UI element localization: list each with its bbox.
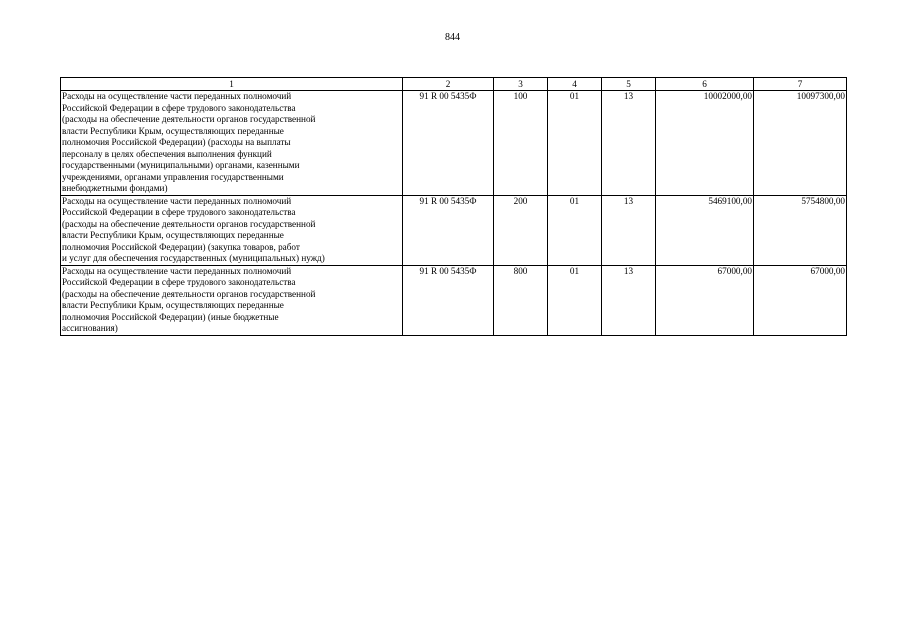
expense-type-cell: 800 bbox=[494, 265, 548, 335]
column-header-1: 1 bbox=[61, 78, 403, 91]
page-number: 844 bbox=[445, 32, 460, 43]
section-cell: 01 bbox=[548, 195, 602, 265]
table-row bbox=[61, 91, 847, 196]
target-code-cell: 91 R 00 5435Ф bbox=[403, 91, 494, 196]
column-header-2: 2 bbox=[403, 78, 494, 91]
row-description: Расходы на осуществление части переданных полномочий Российской Федерации в сфере трудового законодательства (расходы на обеспечение деятельности органов государственной власти Республики Крым, осуществляющих переданные полномочия Российской Федерации) (расходы на выплаты персоналу в целях обеспечения выполнения функций государственными (муниципальными) органами, казенными учреждениями, органами управления государственными внебюджетными фондами) bbox=[61, 91, 403, 196]
amount-col6-cell: 10002000,00 bbox=[656, 91, 754, 196]
subsection-cell: 13 bbox=[602, 265, 656, 335]
column-header-6: 6 bbox=[656, 78, 754, 91]
amount-col7-cell: 10097300,00 bbox=[754, 91, 847, 196]
row-description: Расходы на осуществление части переданных полномочий Российской Федерации в сфере трудового законодательства (расходы на обеспечение деятельности органов государственной власти Республики Крым, осуществляющих переданные полномочия Российской Федерации) (закупка товаров, работ и услуг для обеспечения государственных (муниципальных) нужд) bbox=[61, 195, 403, 265]
amount-col6-cell: 5469100,00 bbox=[656, 195, 754, 265]
subsection-cell: 13 bbox=[602, 91, 656, 196]
amount-col7-cell: 67000,00 bbox=[754, 265, 847, 335]
target-code-cell: 91 R 00 5435Ф bbox=[403, 195, 494, 265]
subsection-cell: 13 bbox=[602, 195, 656, 265]
column-header-3: 3 bbox=[494, 78, 548, 91]
column-header-4: 4 bbox=[548, 78, 602, 91]
column-header-5: 5 bbox=[602, 78, 656, 91]
amount-col6-cell: 67000,00 bbox=[656, 265, 754, 335]
budget-table bbox=[60, 77, 847, 336]
row-description: Расходы на осуществление части переданных полномочий Российской Федерации в сфере трудового законодательства (расходы на обеспечение деятельности органов государственной власти Республики Крым, осуществляющих переданные полномочия Российской Федерации) (иные бюджетные ассигнования) bbox=[61, 265, 403, 335]
header-row bbox=[61, 78, 847, 91]
section-cell: 01 bbox=[548, 265, 602, 335]
expense-type-cell: 200 bbox=[494, 195, 548, 265]
table-row bbox=[61, 195, 847, 265]
section-cell: 01 bbox=[548, 91, 602, 196]
table-row bbox=[61, 265, 847, 335]
column-header-7: 7 bbox=[754, 78, 847, 91]
amount-col7-cell: 5754800,00 bbox=[754, 195, 847, 265]
target-code-cell: 91 R 00 5435Ф bbox=[403, 265, 494, 335]
expense-type-cell: 100 bbox=[494, 91, 548, 196]
